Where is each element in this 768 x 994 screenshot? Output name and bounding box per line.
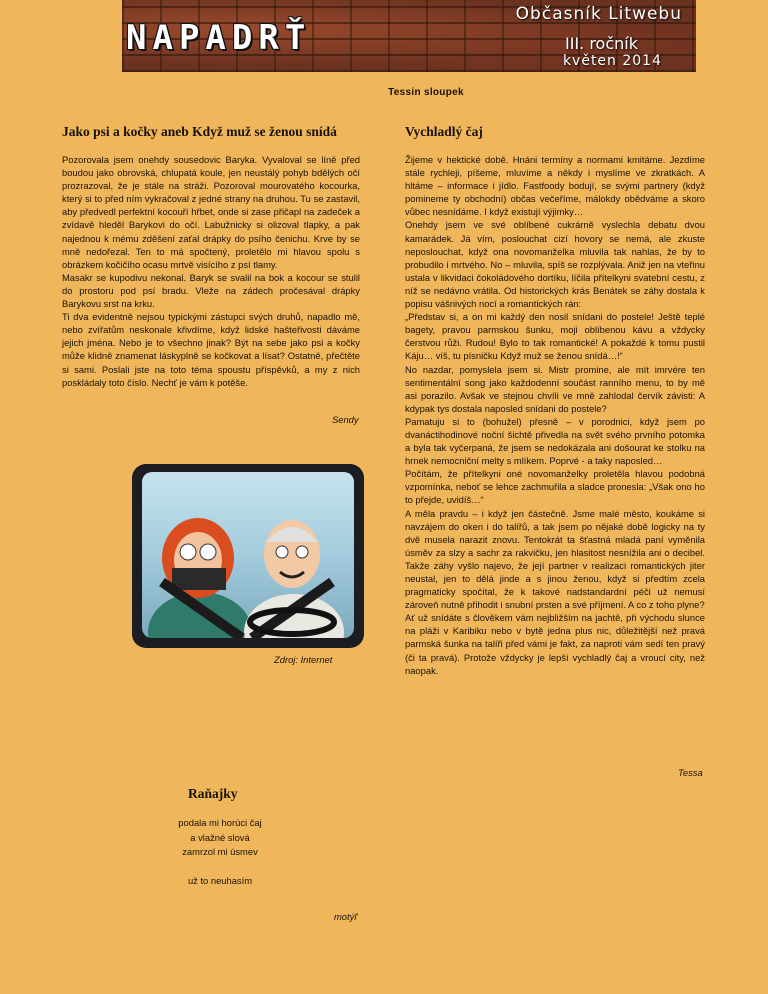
poem-signature: motýľ bbox=[334, 911, 357, 922]
right-paragraph: Počítám, že přítelkyni oné novomanželky proletěla hlavou podobná vzpomínka, neboť se lehce zachmuřila a sladce pronesla: „Však ono ho to přejde, uvidíš…“ bbox=[405, 468, 705, 506]
right-article-title: Vychladlý čaj bbox=[405, 124, 483, 139]
right-article-signature: Tessa bbox=[678, 767, 703, 778]
left-paragraph: Masakr se kupodivu nekonal. Baryk se svalil na bok a kocour se stulil do prostoru pod psí bradu. Vleže na zádech pročesával drápky Barykovu srst na krku. bbox=[62, 271, 360, 310]
right-paragraph: A měla pravdu – i když jen částečně. Jsme malé město, koukáme si navzájem do oken i do talířů, a tak jsem po nějaké době logicky na ty dvě musela narazit znovu. Tentokrát ta šťastná mladá paní vyměnila úsměv za slzy a sachr za rakvičku, jen hlasitost nesnížila ani o decibel. Takže záhy vyšlo najevo, že její partner v realizaci romantických jiter neustal, jen to dělá jinde a s jinou ženou, když si předtím zcela pragmaticky spočítal, že k takové nadstandardní péči už nemusí zároveň nutně přihodit i snubní prsten a své příjmení. A co z toho plyne? bbox=[405, 507, 705, 611]
poem-line: a vlažné slová bbox=[190, 831, 250, 843]
right-paragraph: Ať už snídáte s člověkem vám nejbližším na jachtě, při východu slunce na pláži v Karibiku nebo v bytě jedna plus nic, důležitější než pravá parmská šunka na talíři před vámi je fakt, za naproti vám sedí ten pravý (či ta pravá). Protože vždycky je lepší vychladlý čaj a vroucí city, než naopak. bbox=[405, 612, 705, 676]
masthead-logo: NAPADRŤ bbox=[126, 18, 312, 58]
right-article-body bbox=[405, 153, 705, 677]
left-article-title: Jako psi a kočky aneb Když muž se ženou snídá bbox=[62, 124, 337, 139]
section-title: Tessin sloupek bbox=[388, 87, 464, 98]
poem-body bbox=[150, 816, 290, 889]
poem-line: podala mi horúci čaj bbox=[178, 817, 262, 828]
right-paragraph: „Představ si, a on mi každý den nosil snídani do postele! Ještě teplé bagety, pravou parmskou šunku, moji oblíbenou kávu a vždycky čerstvou růži. Rudou! Bylo to tak romantické! A pokaždé k tomu pustil Káju… víš, tu písničku Když muž se ženou snídá…!“ bbox=[405, 311, 705, 362]
left-paragraph: Pozorovala jsem onehdy sousedovic Baryka. Vyvaloval se líně před boudou jako obrovská, chlupatá koule, jen neustálý pohyb bdělých očí prozrazoval, že je stále na stráži. Pozoroval mourovatého kocourka, který si to před ním vykračoval z jedné strany na druhou. Tu se zastavil, aby předvedl perfektní kocouří hřbet, onde si zase přičapl na zadeček a zvídavě hleděl Barykovi do očí. Labužnicky si olizoval tlapky, a pak najednou k mému zděšení zaťal drápky do psího čenichu. Krve by se mně nedořezal. Ten to má spočtený, proletělo mi hlavou spolu s obrázkem kočičího ocasu mrtvě visícího z psí tlamy. bbox=[62, 154, 360, 270]
image-caption: Zdroj: Internet bbox=[274, 654, 333, 665]
poem-title: Raňajky bbox=[188, 786, 238, 801]
masthead-subtitle: Občasník Litwebu bbox=[515, 4, 682, 24]
right-paragraph: Žijeme v hektické době. Hnáni termíny a normami kmitáme. Jezdíme stále rychleji, píšeme, mluvíme a někdy i myslíme ve zkratkách. A hltáme – informace i jídlo. Fastfoody bodují, se svými partnery (když pomineme ty obchodní) občas večeříme, málokdy obědváme a skoro vůbec nesnídáme. I když existují výjimky… bbox=[405, 154, 705, 218]
left-paragraph: Ti dva evidentně nejsou typickými zástupci svých druhů, napadlo mě, nebo zvířatům neskonale křivdíme, když lidské hašteřivosti dáváme jejich jména. Nebo je to všechno jinak? Být na sebe jako psi a kočky může klidně znamenat láskyplně se kočkovat a lísat? Ostatně, přečtěte si sami. Poslali jste na toto téma spoustu příspěvků, a my z nich poskládaly toto číslo. Nechť je vám k potěše. bbox=[62, 311, 360, 388]
car-windshield bbox=[142, 472, 354, 638]
cartoon-image bbox=[132, 464, 364, 648]
left-article-signature: Sendy bbox=[332, 414, 359, 425]
left-article-body bbox=[62, 153, 360, 389]
masthead-volume: III. ročník bbox=[565, 34, 638, 53]
masthead-info bbox=[516, 4, 682, 69]
right-paragraph: No nazdar, pomyslela jsem si. Mistr promine, ale mít imrvére ten sentimentální song jako každodenní součást ranního menu, to by mě asi porazilo. Avšak ve stejnou chvíli ve mně zahlodal červík závisti: A kdypak tys dostala naposled snídani do postele? bbox=[405, 363, 705, 414]
poem-line bbox=[150, 860, 290, 875]
right-paragraph: Pamatuju si to (bohužel) přesně – v porodnici, když jsem po dvanáctihodinové noční šichtě přivedla na svět svého prvního potomka a byla tak vyčerpaná, že jsem se nedokázala ani došourat ke stolku na hrnek nemocniční melty s mlíkem. Poprvé - a taky naposled… bbox=[405, 415, 705, 467]
masthead-banner bbox=[122, 0, 696, 72]
poem-line: zamrzol mi úsmev bbox=[182, 846, 258, 858]
cartoon-illustration bbox=[142, 472, 354, 638]
poem-line: už to neuhasím bbox=[187, 875, 253, 887]
masthead-date: květen 2014 bbox=[562, 53, 662, 69]
right-paragraph: Onehdy jsem ve své oblíbené cukrárně vyslechla debatu dvou kamarádek. Já vím, poslouchat cizí hovory se nemá, ale zkuste neposlouchat, když ona novomanželka mluvila tak nahlas, že by to probudilo i mrtvého. No – mluvila, spíš se rozplývala. Aniž jen na vteřinu ustala v likvidaci čokoládového dortíku, líčila přítelkyni svatební cestu, z níž se nedávno vrátila. Od historických krás Benátek se záhy dostala k popisu vášnivých nocí a romantických rán: bbox=[405, 219, 705, 310]
